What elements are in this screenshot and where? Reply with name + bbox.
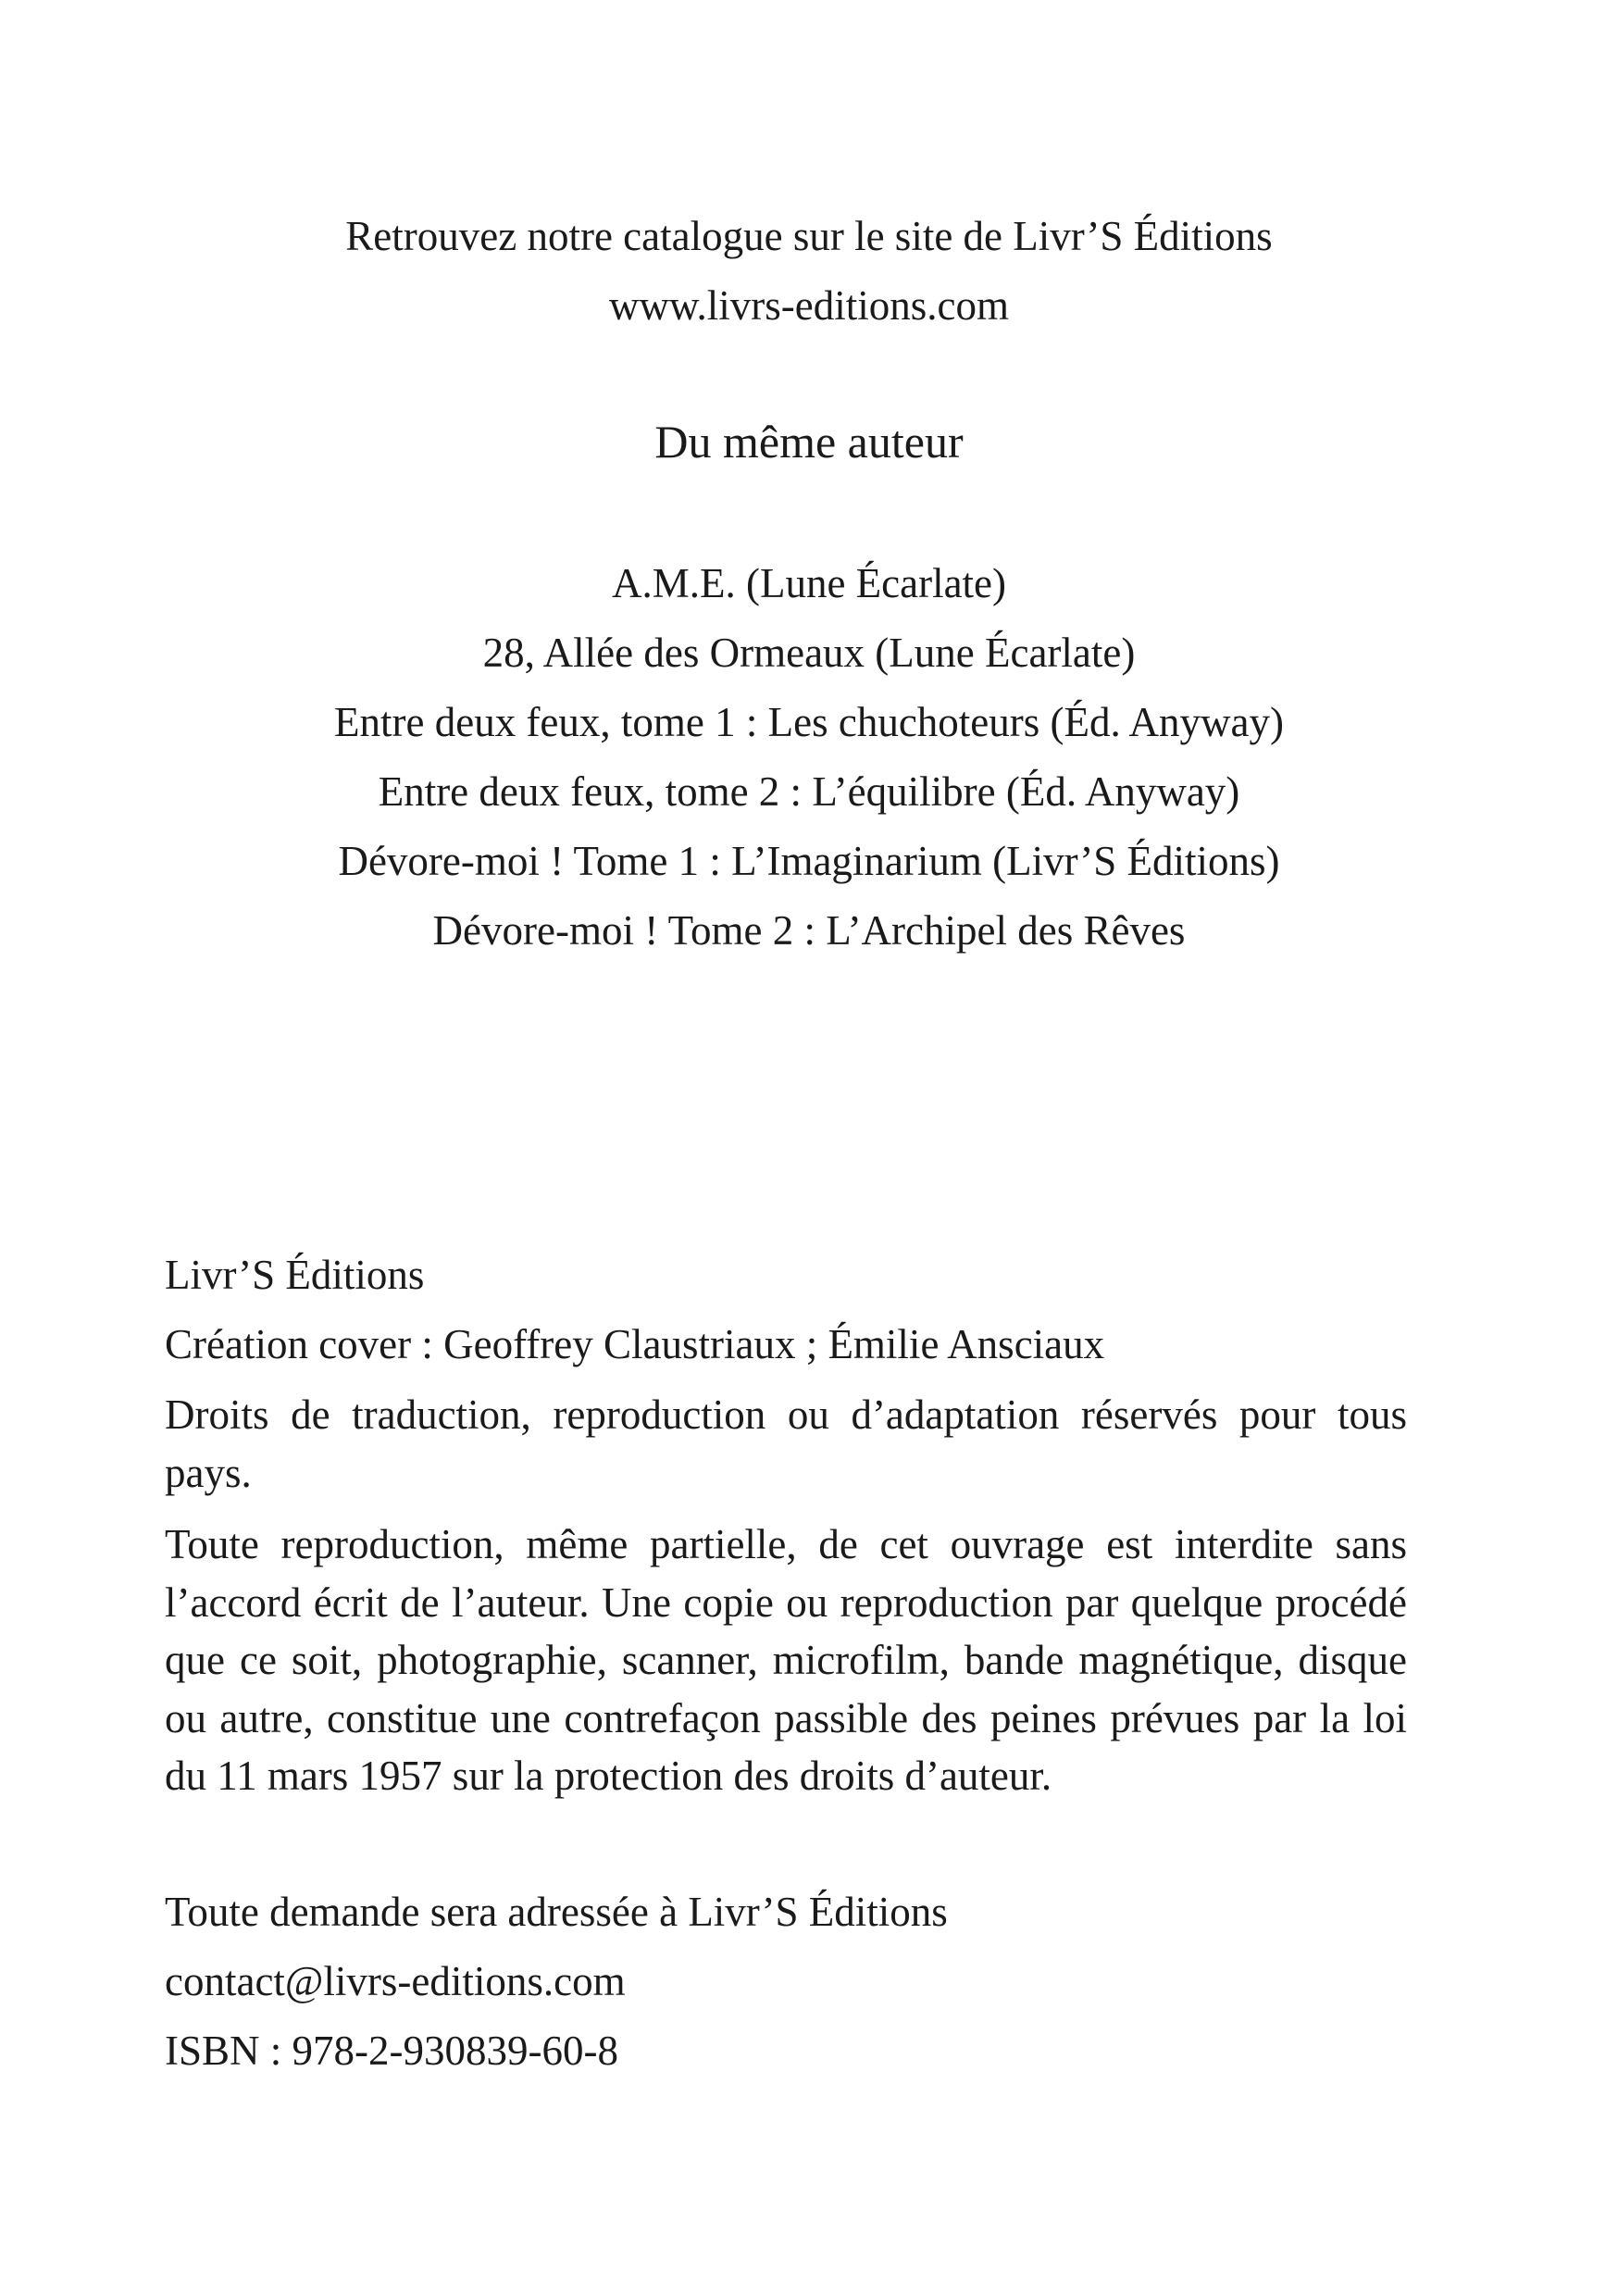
catalog-notice: Retrouvez notre catalogue sur le site de Livr’S Éditions: [345, 213, 1273, 259]
book-title-2: 28, Allée des Ormeaux (Lune Écarlate): [482, 630, 1136, 676]
book-title-4: Entre deux feux, tome 2 : L’équilibre (Éd. Anyway): [378, 768, 1240, 815]
cover-credit: Création cover : Geoffrey Claustriaux ; Émilie Ansciaux: [165, 1321, 1105, 1367]
book-title-6: Dévore-moi ! Tome 2 : L’Archipel des Rêves: [432, 907, 1186, 954]
publisher-name: Livr’S Éditions: [165, 1252, 425, 1298]
requests-notice: Toute demande sera adressée à Livr’S Éditions: [165, 1889, 948, 1935]
website-link[interactable]: www.livrs-editions.com: [608, 282, 1010, 329]
contact-email[interactable]: contact@livrs-editions.com: [165, 1958, 626, 2004]
rights-notice: Droits de traduction, reproduction ou d’adaptation réservés pour tous pays.: [165, 1391, 1407, 1496]
book-title-5: Dévore-moi ! Tome 1 : L’Imaginarium (Livr’S Éditions): [338, 838, 1280, 884]
reproduction-notice: Toute reproduction, même partielle, de cet ouvrage est interdite sans l’accord écrit de l’auteur. Une copie ou reproduction par quelque procédé que ce soit, photographie, scanner, microfilm, bande magnétique, disque ou autre, constitue une contrefaçon passible des peines prévues par la loi du 11 mars 1957 sur la protection des droits d’auteur.: [165, 1521, 1407, 1799]
book-title-3: Entre deux feux, tome 1 : Les chuchoteurs (Éd. Anyway): [334, 699, 1284, 745]
same-author-heading: Du même auteur: [654, 416, 964, 468]
book-title-1: A.M.E. (Lune Écarlate): [611, 560, 1007, 606]
isbn: ISBN : 978-2-930839-60-8: [165, 2028, 618, 2074]
